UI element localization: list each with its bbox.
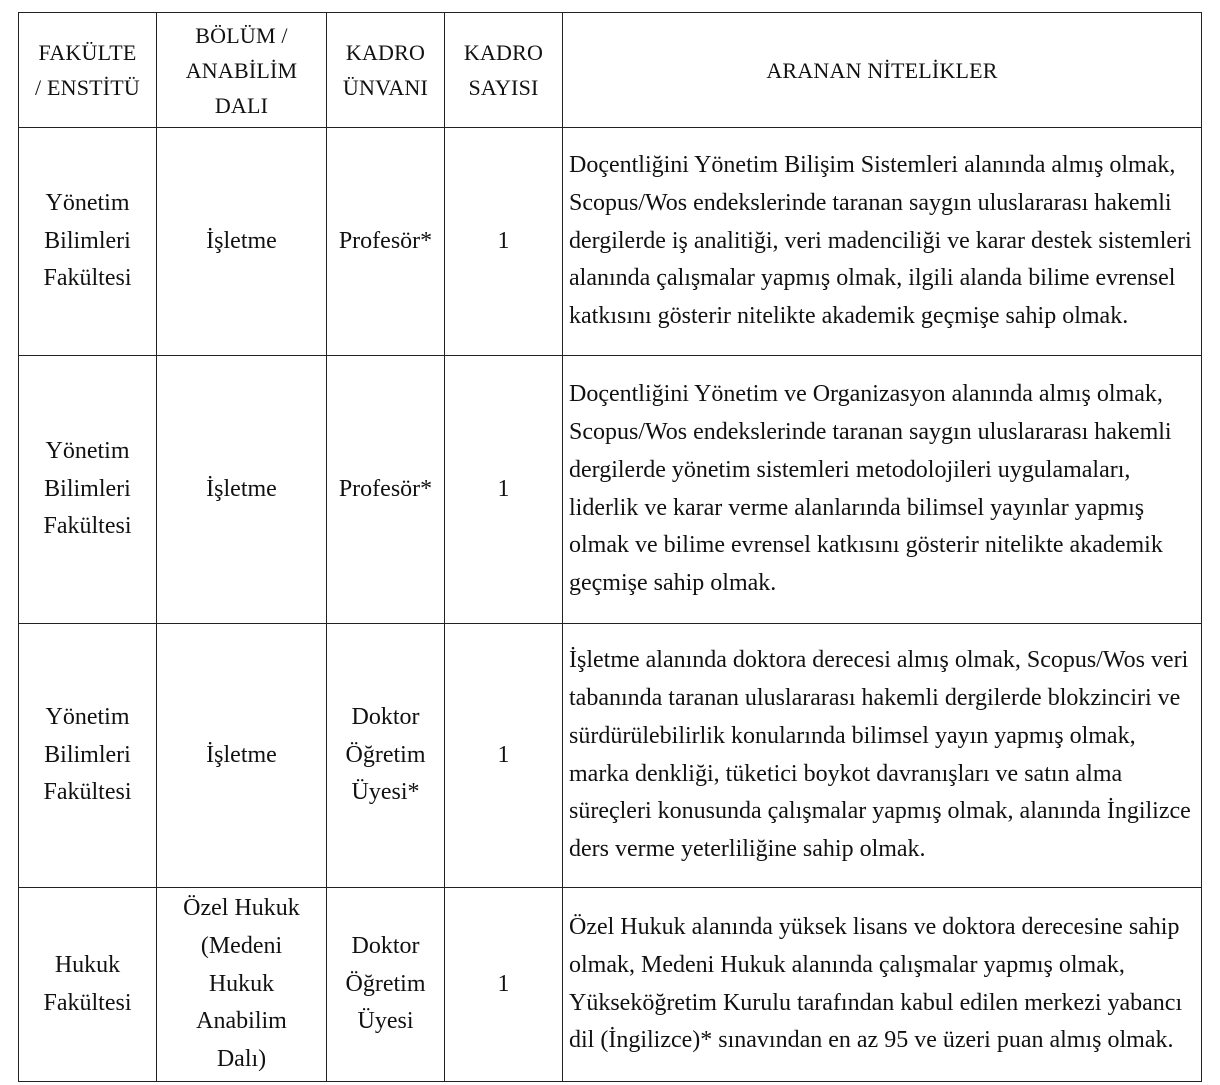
cell-bolum: İşletme — [157, 624, 327, 888]
header-kadro-sayisi: KADRO SAYISI — [445, 13, 563, 128]
cell-unvan: Doktor Öğretim Üyesi* — [327, 624, 445, 888]
cell-fakulte: Hukuk Fakültesi — [19, 888, 157, 1082]
header-row — [19, 13, 1202, 128]
cell-bolum: İşletme — [157, 356, 327, 624]
cell-fakulte: Yönetim Bilimleri Fakültesi — [19, 356, 157, 624]
header-aranan-nitelikler: ARANAN NİTELİKLER — [563, 13, 1202, 128]
cell-bolum: Özel Hukuk (Medeni Hukuk Anabilim Dalı) — [157, 888, 327, 1082]
kadro-table — [18, 12, 1202, 1082]
cell-unvan: Doktor Öğretim Üyesi — [327, 888, 445, 1082]
table-row — [19, 356, 1202, 624]
cell-fakulte: Yönetim Bilimleri Fakültesi — [19, 624, 157, 888]
cell-sayi: 1 — [445, 624, 563, 888]
cell-bolum: İşletme — [157, 128, 327, 356]
cell-nitelik: Doçentliğini Yönetim Bilişim Sistemleri alanında almış olmak, Scopus/Wos endekslerinde taranan saygın uluslararası hakemli dergilerde iş analitiği, veri madenciliği ve karar destek sistemleri alanında çalışmalar yapmış olmak, ilgili alanda bilime evrensel katkısını gösterir nitelikte akademik geçmişe sahip olmak. — [563, 128, 1202, 356]
cell-sayi: 1 — [445, 128, 563, 356]
table-row — [19, 128, 1202, 356]
cell-sayi: 1 — [445, 356, 563, 624]
header-kadro-unvani: KADRO ÜNVANI — [327, 13, 445, 128]
cell-nitelik: İşletme alanında doktora derecesi almış olmak, Scopus/Wos veri tabanında taranan uluslararası hakemli dergilerde blokzinciri ve sürdürülebilirlik konularında bilimsel yayın yapmış olmak, marka denkliği, tüketici boykot davranışları ve satın alma süreçleri konusunda çalışmalar yapmış olmak, alanında İngilizce ders verme yeterliliğine sahip olmak. — [563, 624, 1202, 888]
cell-nitelik: Doçentliğini Yönetim ve Organizasyon alanında almış olmak, Scopus/Wos endekslerinde taranan saygın uluslararası hakemli dergilerde yönetim sistemleri metodolojileri uygulamaları, liderlik ve karar verme alanlarında bilimsel yayınlar yapmış olmak ve bilime evrensel katkısını gösterir nitelikte akademik geçmişe sahip olmak. — [563, 356, 1202, 624]
table-row — [19, 624, 1202, 888]
table-row — [19, 888, 1202, 1082]
cell-sayi: 1 — [445, 888, 563, 1082]
cell-unvan: Profesör* — [327, 356, 445, 624]
cell-fakulte: Yönetim Bilimleri Fakültesi — [19, 128, 157, 356]
header-bolum: BÖLÜM / ANABİLİM DALI — [157, 13, 327, 128]
cell-nitelik: Özel Hukuk alanında yüksek lisans ve doktora derecesine sahip olmak, Medeni Hukuk alanında çalışmalar yapmış olmak, Yükseköğretim Kurulu tarafından kabul edilen merkezi yabancı dil (İngilizce)* sınavından en az 95 ve üzeri puan almış olmak. — [563, 888, 1202, 1082]
cell-unvan: Profesör* — [327, 128, 445, 356]
header-fakulte: FAKÜLTE / ENSTİTÜ — [19, 13, 157, 128]
